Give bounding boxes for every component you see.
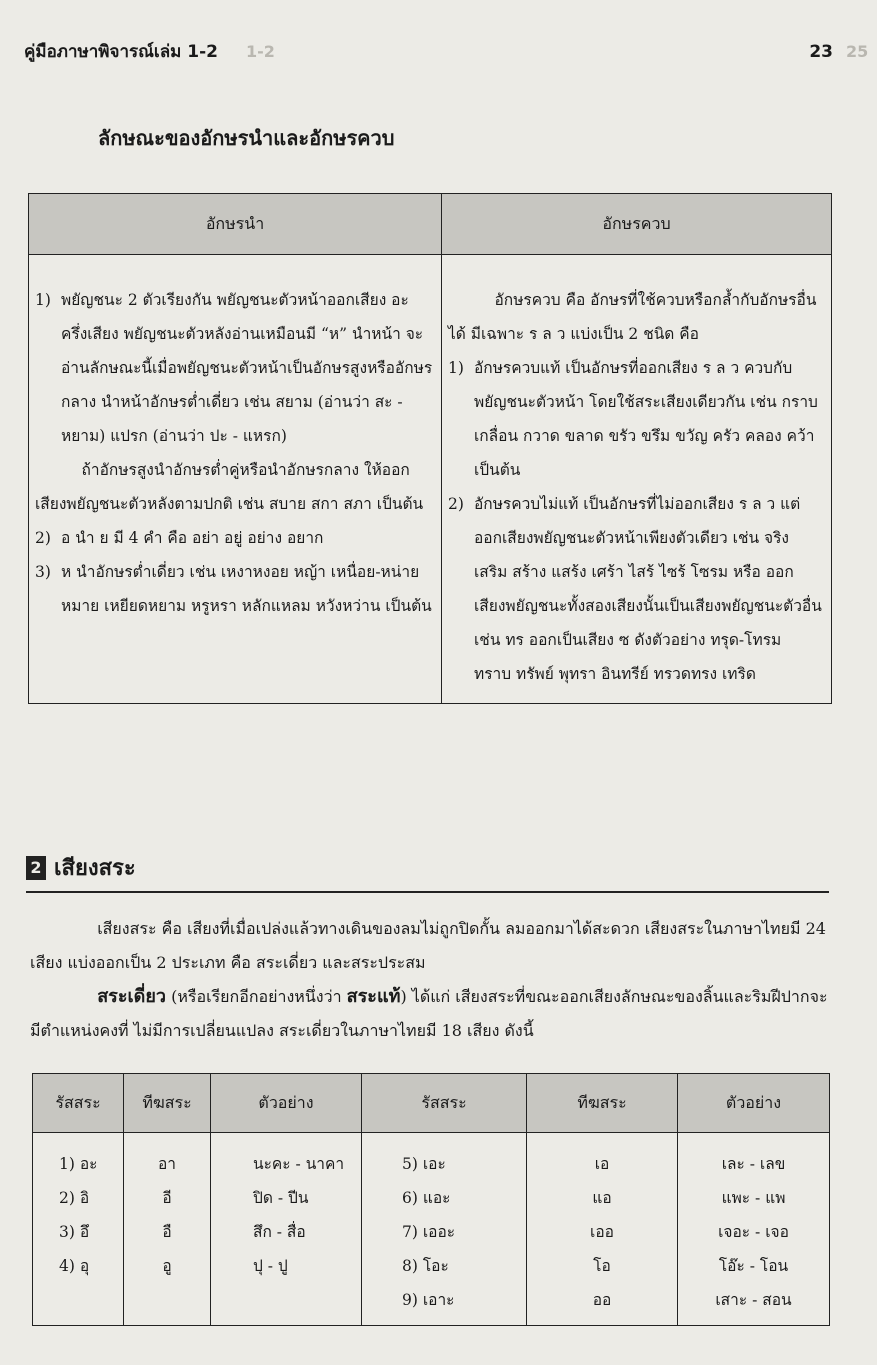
short-vowel: 9) เอาะ xyxy=(402,1291,455,1309)
example-word: เจอะ - เจอ xyxy=(718,1223,789,1241)
short-vowel: 4) อุ xyxy=(59,1257,90,1275)
long-vowel: เออ xyxy=(590,1223,614,1241)
cluster-column xyxy=(442,255,832,704)
example-column xyxy=(211,1133,362,1326)
body-text xyxy=(30,912,831,1048)
short-vowel: 8) โอะ xyxy=(402,1257,449,1275)
lead-column xyxy=(29,255,442,704)
item-number: 1) xyxy=(448,359,464,377)
example-word: ปิด - ปีน xyxy=(253,1189,309,1207)
header-long-vowel: ทีฆสระ xyxy=(527,1074,678,1133)
page-number: 23 xyxy=(809,42,833,62)
long-vowel-column xyxy=(527,1133,678,1326)
long-vowel: อื xyxy=(162,1223,172,1241)
section-number-badge: 2 xyxy=(26,856,46,880)
item-number: 2) xyxy=(35,529,51,547)
short-vowel: 7) เออะ xyxy=(402,1223,456,1241)
item-text: ห นำอักษรต่ำเดี่ยว เช่น เหงาหงอย หญ้า เหนื่อย-หน่าย หมาย เหยียดหยาม หรูหรา หลักแหลม หวังหว่าน เป็นต้น xyxy=(61,563,432,615)
term-monophthong: สระเดี่ยว xyxy=(97,986,167,1007)
header-short-vowel: รัสสระ xyxy=(362,1074,527,1133)
short-vowel: 5) เอะ xyxy=(402,1155,446,1173)
term-alternate: สระแท้ xyxy=(346,986,401,1007)
intro-paragraph: เสียงสระ คือ เสียงที่เมื่อเปล่งแล้วทางเดินของลมไม่ถูกปิดกั้น ลมออกมาได้สะดวก เสียงสระในภาษาไทยมี 24 เสียง แบ่งออกเป็น 2 ประเภท คือ สระเดี่ยว และสระประสม xyxy=(30,919,826,972)
list-item xyxy=(35,283,433,453)
list-item xyxy=(448,351,823,487)
long-vowel-column xyxy=(124,1133,211,1326)
header-example: ตัวอย่าง xyxy=(678,1074,830,1133)
item-text: อักษรควบแท้ เป็นอักษรที่ออกเสียง ร ล ว ควบกับพยัญชนะตัวหน้า โดยใช้สระเสียงเดียวกัน เช่น กราบ เกลื่อน กวาด ขลาด ขรัว ขรึม ขวัญ ครัว คลอง คว้า เป็นต้น xyxy=(474,359,818,479)
table-header-lead: อักษรนำ xyxy=(29,194,442,255)
header-short-vowel: รัสสระ xyxy=(33,1074,124,1133)
definition-paragraph xyxy=(30,980,831,1048)
item-number: 3) xyxy=(35,563,51,581)
short-vowel-column xyxy=(33,1133,124,1326)
long-vowel: เอ xyxy=(594,1155,610,1173)
running-head xyxy=(24,38,833,65)
short-vowel: 2) อิ xyxy=(59,1189,90,1207)
long-vowel: ออ xyxy=(592,1291,612,1309)
example-word: สึก - สื่อ xyxy=(253,1223,306,1241)
long-vowel: โอ xyxy=(593,1257,611,1275)
short-vowel: 3) อึ xyxy=(59,1223,90,1241)
example-word: โอ๊ะ - โอน xyxy=(718,1257,789,1275)
bleed-through-text: 1-2 xyxy=(246,42,275,61)
item-number: 1) xyxy=(35,291,51,309)
long-vowel: แอ xyxy=(592,1189,612,1207)
short-vowel: 6) แอะ xyxy=(402,1189,451,1207)
term-description: ) ได้แก่ เสียงสระที่ขณะออกเสียงลักษณะของลิ้นและริมฝีปากจะมีตำแหน่งคงที่ ไม่มีการเปลี่ยนแปลง สระเดี่ยวในภาษาไทยมี 18 เสียง ดังนี้ xyxy=(30,987,828,1040)
list-item xyxy=(35,555,433,623)
term-connector: (หรือเรียกอีกอย่างหนึ่งว่า xyxy=(166,987,347,1006)
item-text: พยัญชนะ 2 ตัวเรียงกัน พยัญชนะตัวหน้าออกเสียง อะ ครึ่งเสียง พยัญชนะตัวหลังอ่านเหมือนมี “ห” นำหน้า จะอ่านลักษณะนี้เมื่อพยัญชนะตัวหน้าเป็นอักษรสูงหรืออักษรกลาง นำหน้าอักษรต่ำเดี่ยว เช่น สยาม (อ่านว่า สะ - หยาม) แปรก (อ่านว่า ปะ - แหรก) xyxy=(61,291,433,445)
short-vowel-column xyxy=(362,1133,527,1326)
example-column xyxy=(678,1133,830,1326)
item-number: 2) xyxy=(448,495,464,513)
example-word: แพะ - แพ xyxy=(721,1189,786,1207)
long-vowel: อี xyxy=(162,1189,172,1207)
paragraph: ถ้าอักษรสูงนำอักษรต่ำคู่หรือนำอักษรกลาง ให้ออกเสียงพยัญชนะตัวหลังตามปกติ เช่น สบาย สกา สภา เป็นต้น xyxy=(35,461,424,513)
header-long-vowel: ทีฆสระ xyxy=(124,1074,211,1133)
list-item xyxy=(448,487,823,691)
list-item xyxy=(35,521,433,555)
book-title: คู่มือภาษาพิจารณ์เล่ม 1-2 xyxy=(24,42,218,62)
long-vowel: อู xyxy=(162,1257,172,1275)
example-word: เสาะ - สอน xyxy=(715,1291,792,1309)
long-vowel: อา xyxy=(157,1155,176,1173)
bleed-through-page: 25 xyxy=(846,42,869,61)
example-word: เละ - เลข xyxy=(721,1155,786,1173)
item-text: อ นำ ย มี 4 คำ คือ อย่า อยู่ อย่าง อยาก xyxy=(61,529,324,547)
header-example: ตัวอย่าง xyxy=(211,1074,362,1133)
section-heading-text: เสียงสระ xyxy=(54,856,136,881)
vowel-table xyxy=(32,1073,830,1326)
example-word: นะคะ - นาคา xyxy=(253,1155,345,1173)
lead-cluster-table xyxy=(28,193,832,704)
short-vowel: 1) อะ xyxy=(59,1155,98,1173)
section-title: ลักษณะของอักษรนำและอักษรควบ xyxy=(98,126,395,150)
table-header-cluster: อักษรควบ xyxy=(442,194,832,255)
paragraph: อักษรควบ คือ อักษรที่ใช้ควบหรือกล้ำกับอักษรอื่นได้ มีเฉพาะ ร ล ว แบ่งเป็น 2 ชนิด คือ xyxy=(448,291,817,343)
item-text: อักษรควบไม่แท้ เป็นอักษรที่ไม่ออกเสียง ร ล ว แต่ออกเสียงพยัญชนะตัวหน้าเพียงตัวเดียว เช่น จริง เสริม สร้าง แสร้ง เศร้า ไสร้ ไซร้ โซรม หรือ ออกเสียงพยัญชนะทั้งสองเสียงนั้นเป็นเสียงพยัญชนะตัวอื่น เช่น ทร ออกเป็นเสียง ซ ดังตัวอย่าง ทรุด-โทรม ทราบ ทรัพย์ พุทรา อินทรีย์ ทรวดทรง เทริด xyxy=(474,495,822,683)
example-word: ปุ - ปู xyxy=(253,1257,288,1275)
section-heading xyxy=(26,850,829,893)
